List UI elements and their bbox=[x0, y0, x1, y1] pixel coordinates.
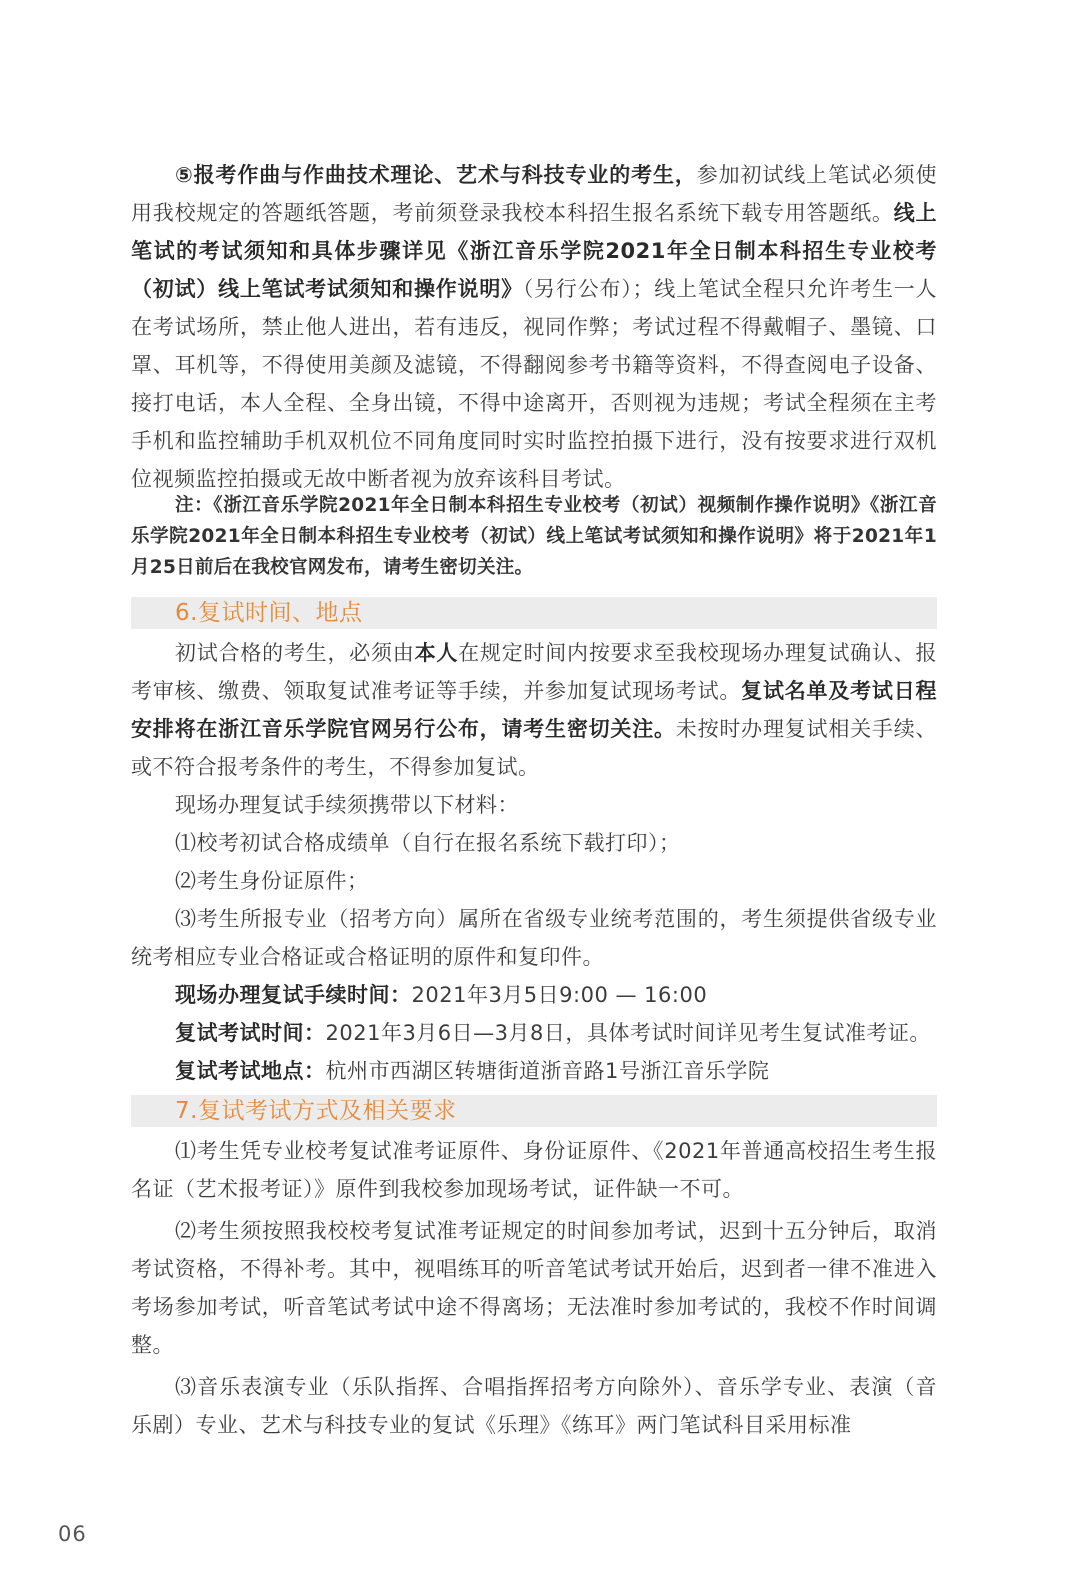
materials-intro: 现场办理复试手续须携带以下材料： bbox=[175, 793, 519, 817]
paragraph-5-text bbox=[131, 156, 937, 498]
paragraph-5-text-a: 参加初试线上笔试必须使用我校规定的答题纸答题，考前须登录我校本科招生报名系统下载专用答题纸。 bbox=[131, 163, 938, 225]
section-6-title: 6.复试时间、地点 bbox=[175, 600, 363, 626]
section-6-body bbox=[131, 634, 937, 786]
section-7-heading-bar bbox=[131, 1095, 937, 1127]
procedure-time-value: 2021年3月5日9:00 — 16:00 bbox=[411, 983, 708, 1007]
section-7-item-1: ⑴考生凭专业校考复试准考证原件、身份证原件、《2021年普通高校招生考生报名证（艺术报考证）》原件到我校参加现场考试，证件缺一不可。 bbox=[131, 1139, 937, 1201]
paragraph-5-bold-lead: ⑤报考作曲与作曲技术理论、艺术与科技专业的考生， bbox=[175, 163, 697, 187]
exam-time-value: 2021年3月6日—3月8日，具体考试时间详见考生复试准考证。 bbox=[325, 1021, 931, 1045]
section-7-title: 7.复试考试方式及相关要求 bbox=[175, 1098, 457, 1124]
materials-item-3: ⑶考生所报专业（招考方向）属所在省级专业统考范围的，考生须提供省级专业统考相应专业合格证或合格证明的原件和复印件。 bbox=[131, 907, 937, 969]
section-6-paragraph-1 bbox=[131, 634, 937, 786]
exam-time-label: 复试考试时间： bbox=[175, 1021, 326, 1045]
paragraph-5-text-b: （另行公布）；线上笔试全程只允许考生一人在考试场所，禁止他人进出，若有违反，视同作弊；考试过程不得戴帽子、墨镜、口罩、耳机等，不得使用美颜及滤镜，不得翻阅参考书籍等资料，不得查阅电子设备、接打电话，本人全程、全身出镜，不得中途离开，否则视为违规；考试全程须在主考手机和监控辅助手机双机位不同角度同时实时监控拍摄下进行，没有按要求进行双机位视频监控拍摄或无故中断者视为放弃该科目考试。 bbox=[131, 277, 938, 491]
section-6-text-e: 未按时办理复试相关手续、或不符合报考条件的考生，不得参加复试。 bbox=[131, 717, 938, 779]
section-6-heading-bar bbox=[131, 597, 937, 629]
section-7-item-2: ⑵考生须按照我校校考复试准考证规定的时间参加考试，迟到十五分钟后，取消考试资格，不得补考。其中，视唱练耳的听音笔试考试开始后，迟到者一律不准进入考场参加考试，听音笔试考试中途不得离场；无法准时参加考试的，我校不作时间调整。 bbox=[131, 1219, 937, 1357]
section-6-text-c: 在规定时间内按要求至我校现场办理复试确认、报考审核、缴费、领取复试准考证等手续，并参加复试现场考试。 bbox=[131, 641, 938, 703]
exam-place bbox=[131, 1052, 937, 1090]
paragraph-5-bold-mid: 线上笔试的考试须知和具体步骤详见《浙江音乐学院2021年全日制本科招生专业校考（初试）线上笔试考试须知和操作说明》 bbox=[131, 201, 938, 301]
page-number: 06 bbox=[58, 1522, 87, 1546]
note-block bbox=[131, 490, 937, 583]
materials-block bbox=[131, 786, 937, 1090]
materials-item-1: ⑴校考初试合格成绩单（自行在报名系统下载打印）； bbox=[175, 831, 681, 855]
exam-time bbox=[131, 1014, 937, 1052]
procedure-time bbox=[131, 976, 937, 1014]
paragraph-5 bbox=[131, 156, 937, 498]
section-7-body bbox=[131, 1132, 937, 1444]
procedure-time-label: 现场办理复试手续时间： bbox=[175, 983, 412, 1007]
exam-place-value: 杭州市西湖区转塘街道浙音路1号浙江音乐学院 bbox=[325, 1059, 770, 1083]
materials-item-2: ⑵考生身份证原件； bbox=[175, 869, 369, 893]
note-text: 注：《浙江音乐学院2021年全日制本科招生专业校考（初试）视频制作操作说明》《浙江音乐学院2021年全日制本科招生专业校考（初试）线上笔试考试须知和操作说明》将于2021年1月25日前后在我校官网发布，请考生密切关注。 bbox=[131, 495, 937, 578]
exam-place-label: 复试考试地点： bbox=[175, 1059, 326, 1083]
section-6-text-a: 初试合格的考生，必须由 bbox=[175, 641, 415, 665]
section-7-item-3: ⑶音乐表演专业（乐队指挥、合唱指挥招考方向除外）、音乐学专业、表演（音乐剧）专业、艺术与科技专业的复试《乐理》《练耳》两门笔试科目采用标准 bbox=[131, 1375, 937, 1437]
section-6-bold-notice: 复试名单及考试日程安排将在浙江音乐学院官网另行公布，请考生密切关注。 bbox=[131, 679, 938, 741]
section-6-bold-self: 本人 bbox=[414, 641, 459, 665]
